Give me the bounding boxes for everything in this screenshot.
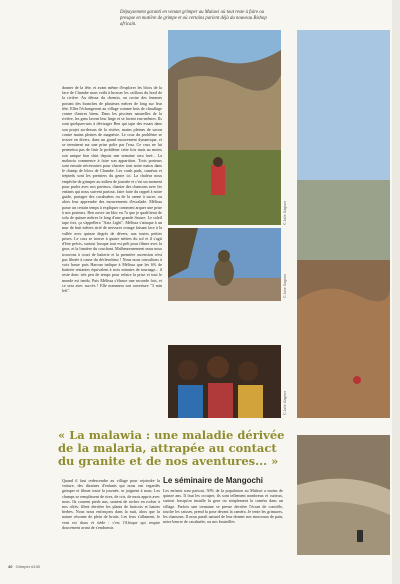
credit-photo1: © Julie Gagnon (283, 200, 287, 225)
magazine-name: Grimper #130 (15, 564, 41, 569)
intro-text: Dépaysement garanti en venant grimper au Malawi où tout reste à faire ou presque en matière de grimpe et où certains parient déjà du nouveau Bishop africain. (120, 10, 267, 27)
page-folio (8, 564, 40, 569)
section-text: Les enfants sont partout. 50% de la population au Malawi a moins de quinze ans. Il faut les occuper, ils sont tellement nombreux et curieux, surtout lorsqu'on installe la grue ou simplement la caméra dans un village. Parfois une trentaine se presse derrière l'écran de contrôle, touche les caisses, prend la pose devant la caméra. Je tente les grimaces, les chansons. Il nous paraît naturel de leur donner nos morceaux de pain, notre beurre de cacahuète, ou nos bouteilles (163, 488, 283, 525)
bottom-left-text: Quand il faut redescendre au village pour rejoindre la voiture, des dizaines d'enfants qui nous ont regardés grimper et filmer toute la journée, se joignent à nous. Les champs se remplissent de rires, de cris, de mots appris avec nous. Ils courent pieds nus, sautent de rocher en rocher à nos côtés, filent derrière les plants de haricots et hautes herbes. Nous nous enfonçons dans la nuit, alors que la nature résonne de plein de bruits. Les feux s'allument, le vent est doux et tiède : c'est l'Afrique qui respire doucement avant de s'endormir. (62, 478, 160, 530)
page-edge (392, 0, 400, 584)
page-number: 40 (8, 564, 13, 569)
photo-landscape (297, 30, 390, 418)
credit-photo3: © Julie Gagnon (283, 390, 287, 415)
photo-boulder-climber (168, 30, 281, 225)
photo-baboon (168, 228, 281, 301)
photo-children (168, 345, 281, 418)
left-column-text: donner de la tête, et avant même d'explorer les blocs de la face de Chambe nous voilà à brosser les cailloux du bord de la rivière. Au détour du chemin, on croise des femmes portant des branches de plusieurs mètres de long sur leur tête. Elles l'échangeront au village comme bois de chauffage contre d'autres biens. Dans les piscines naturelles de la rivière, les gens lavent leur linge et se lavent eux-mêmes. Ils sont quelques-uns à dévisager Ben qui tape des essais dans son projet au-dessus de la rivière, mains pleines de savon contre mains pleines de magnésie. Le crux du problème se trouve en divers, dans un grand mouvement dynamique, et se terminent sur une prise polie par l'eau. Ce crux ne lui permettra pas de finir le problème cette fois mais au moins son unique bon shirt depuis une semaine sera lavé... La malawia commence à faire son apparition. Trois porteurs sont ensuite nécessaires pour charrier tout notre matos dans le champ de blocs de Chambe. Les crash pads, caméras et trépieds sont les premiers du genre ici. La chaleur nous empêche de grimper au milieu de journée et c'est un moment pour parler avec nos porteurs, chanter des chansons avec les enfants qui nous suivent partout, faire faire du rappel à notre guide, partager des cacahuètes ou de la canne à sucre, ou alors leur apprendre des mouvements d'escalade. Mélissa passe un certain temps à expliquer comment arquer une prise à nos porteurs. Ben ouvre un bloc en 7a que je qualifierai de solo de quinze mètres le long d'une grande fissure. Le soleil tape fort, ça s'appellera "Aziz Light". Mélissa s'attaque à un mur de huit mètres strié de nervures orange faisant face à la vallée avec quinze degrés de dévers, aux toutes petites prises. Le crux se trouve à quatre mètres du sol et il s'agit d'être précis, surtout lorsque tout est prêt pour filmer avec la grue, et la lumière du couchant. Malheureusement nous nous trouvons à court de batterie et la première ascension n'est pas filmée à cause du déclencheur ! Nous nous consultons à voix basse puis Haroun indique à Mélissa que les 6% de batterie restantes équivalent à trois minutes de tournage... il reste donc très peu de temps pour refaire la prise et tout le monde est tendu. Puis Mélissa s'élance une seconde fois, et ce sera avec succès ! Elle nommera son ouverture "3 min left". (62, 85, 162, 293)
section-title: Le séminaire de Mangochi (163, 476, 264, 485)
pull-quote: « La malawia : une maladie dérivée de la malaria, attrapée au contact du granite et de nos aventures... » (58, 428, 285, 468)
photo-rock-climb (297, 435, 390, 555)
credit-photo2: © Julie Gagnon (283, 273, 287, 298)
